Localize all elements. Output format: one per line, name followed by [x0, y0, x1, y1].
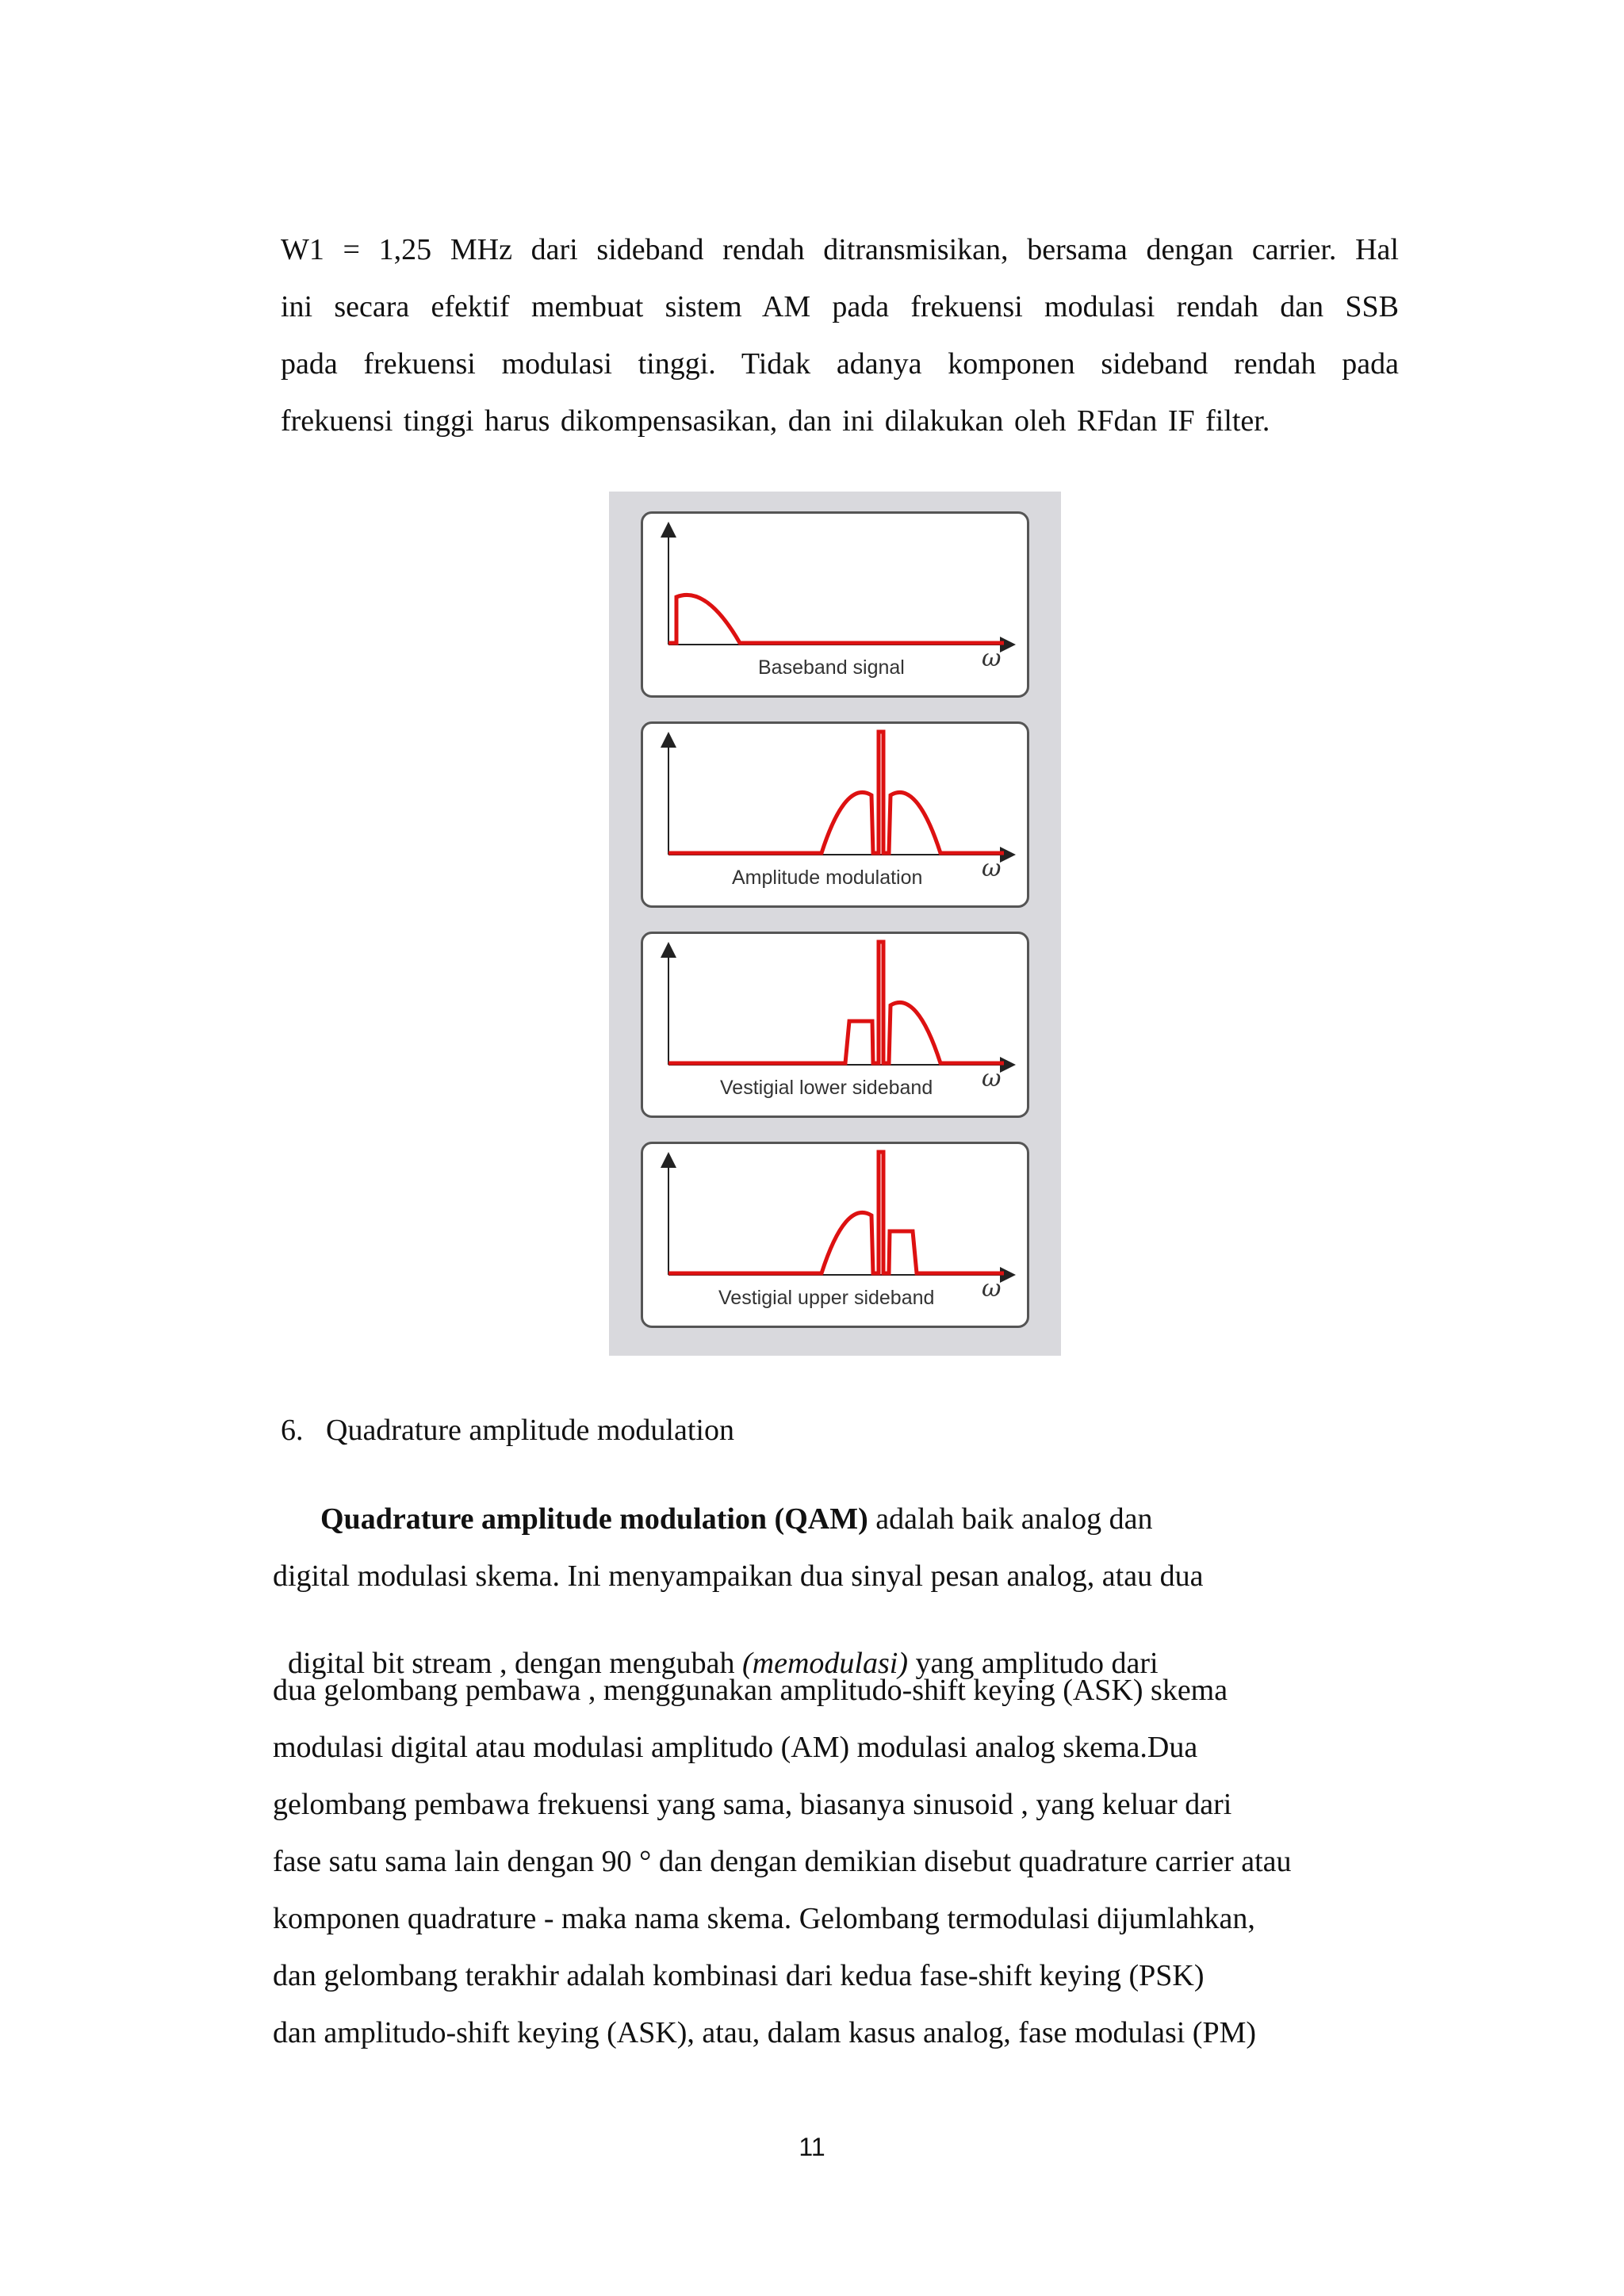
term-qam: Quadrature amplitude modulation (QAM)	[320, 1502, 868, 1536]
text-segment: digital bit stream , dengan mengubah	[288, 1647, 743, 1680]
paragraph-line: dan amplitudo-shift keying (ASK), atau, dalam kasus analog, fase modulasi (PM)	[273, 2016, 1257, 2049]
signal-curve	[668, 595, 1004, 643]
panel-label: Vestigial lower sideband	[720, 1077, 933, 1099]
paragraph-line	[273, 1618, 1159, 1678]
omega-symbol: ω	[982, 855, 1002, 882]
omega-symbol: ω	[982, 645, 1002, 672]
panel-amplitude-modulation	[641, 721, 1029, 908]
paragraph-line: pada frekuensi modulasi tinggi. Tidak adanya komponen sideband rendah pada	[281, 347, 1399, 381]
italic-term: (memodulasi)	[742, 1647, 908, 1680]
lead-text: adalah baik analog dan	[868, 1502, 1153, 1536]
signal-curve	[668, 1152, 1004, 1273]
panel-label: Baseband signal	[758, 656, 905, 679]
paragraph-line: frekuensi tinggi harus dikompensasikan, dan ini dilakukan oleh RFdan IF filter.	[281, 404, 1270, 438]
paragraph-line: fase satu sama lain dengan 90 ° dan dengan demikian disebut quadrature carrier atau	[273, 1845, 1292, 1878]
text-segment: yang amplitudo dari	[908, 1647, 1159, 1680]
paragraph-line: digital modulasi skema. Ini menyampaikan dua sinyal pesan analog, atau dua	[273, 1559, 1204, 1593]
signal-curve	[668, 732, 1004, 853]
page-number: 11	[799, 2133, 825, 2161]
panel-vestigial-upper-sideband	[641, 1142, 1029, 1328]
panel-baseband	[641, 511, 1029, 698]
paragraph-line: gelombang pembawa frekuensi yang sama, biasanya sinusoid , yang keluar dari	[273, 1788, 1232, 1821]
omega-symbol: ω	[982, 1065, 1002, 1093]
paragraph-line: W1 = 1,25 MHz dari sideband rendah ditransmisikan, bersama dengan carrier. Hal	[281, 233, 1399, 266]
panel-vestigial-lower-sideband	[641, 932, 1029, 1118]
paragraph-line: ini secara efektif membuat sistem AM pada frekuensi modulasi rendah dan SSB	[281, 290, 1399, 323]
paragraph-line	[320, 1504, 1152, 1534]
spectrum-figure	[609, 492, 1061, 1356]
section-heading: 6. Quadrature amplitude modulation	[281, 1414, 734, 1447]
paragraph-line: dua gelombang pembawa , menggunakan amplitudo-shift keying (ASK) skema	[273, 1674, 1228, 1707]
paragraph-line: dan gelombang terakhir adalah kombinasi dari kedua fase-shift keying (PSK)	[273, 1959, 1205, 1992]
signal-curve	[668, 942, 1004, 1063]
panel-label: Vestigial upper sideband	[718, 1287, 935, 1309]
paragraph-line: modulasi digital atau modulasi amplitudo (AM) modulasi analog skema.Dua	[273, 1731, 1198, 1764]
paragraph-line: komponen quadrature - maka nama skema. Gelombang termodulasi dijumlahkan,	[273, 1902, 1255, 1935]
omega-symbol: ω	[982, 1275, 1002, 1303]
panel-label: Amplitude modulation	[732, 867, 923, 889]
